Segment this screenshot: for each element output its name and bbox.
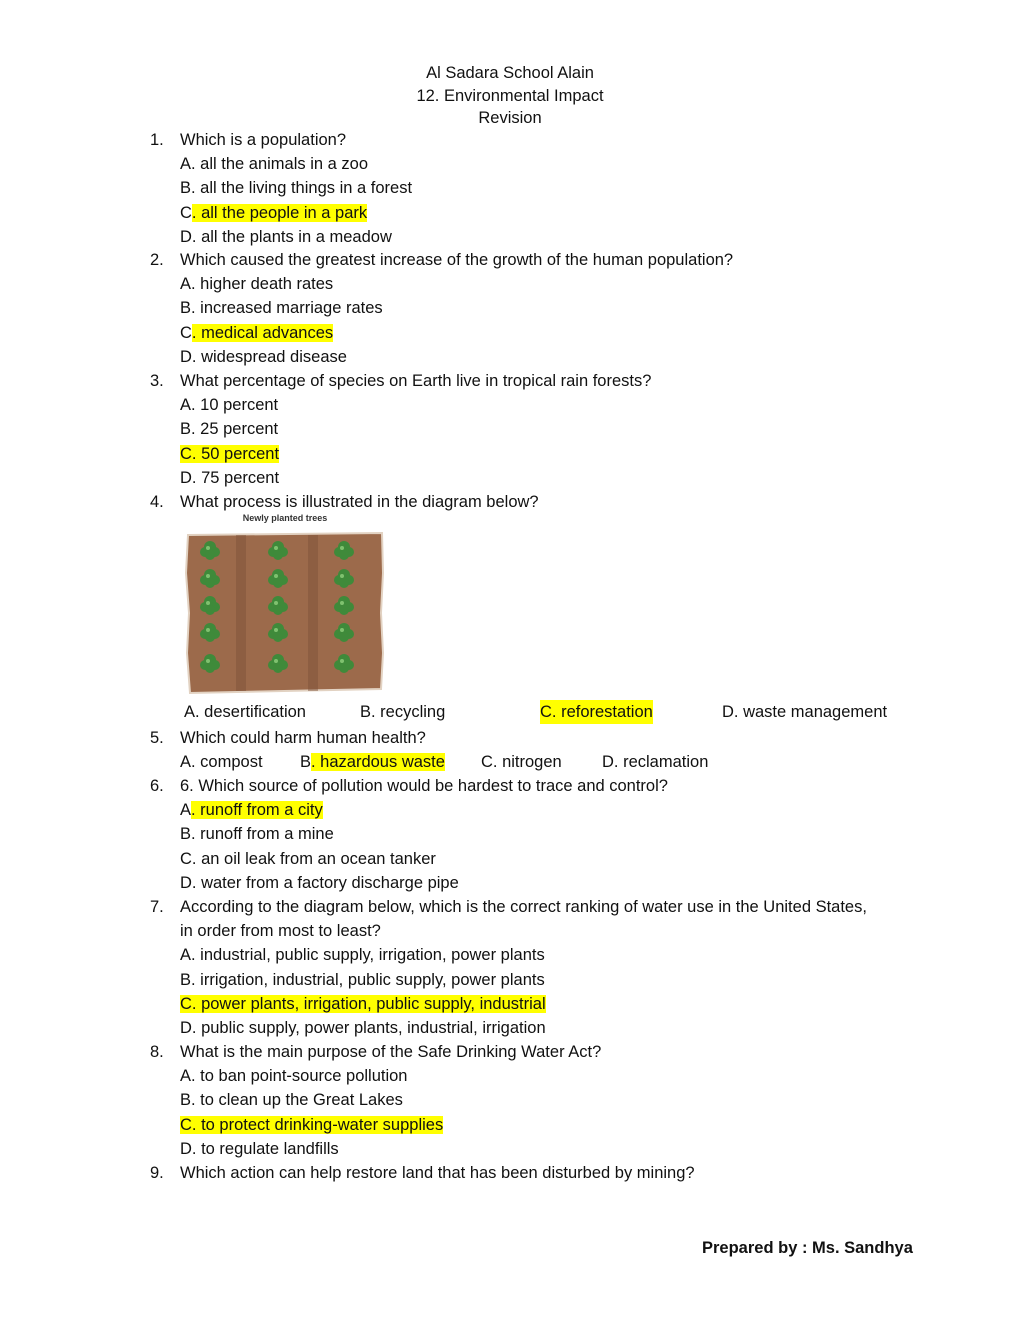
question-number: 9. <box>150 1164 164 1182</box>
question-text: 6. Which source of pollution would be hardest to trace and control? <box>180 777 668 795</box>
option-a <box>180 798 910 822</box>
option-b: B. irrigation, industrial, public supply, power plants <box>180 970 545 989</box>
question-6 <box>150 774 910 895</box>
question-number: 1. <box>150 131 164 149</box>
option-a: A. all the animals in a zoo <box>180 155 369 174</box>
question-text: Which could harm human health? <box>180 729 426 747</box>
answer-highlight: C. power plants, irrigation, public supply, industrial <box>180 994 546 1013</box>
question-text: What process is illustrated in the diagram below? <box>180 493 539 511</box>
option-b: B. to clean up the Great Lakes <box>180 1091 403 1110</box>
question-text: What is the main purpose of the Safe Drinking Water Act? <box>180 1043 602 1061</box>
option-c <box>180 321 910 345</box>
answer-highlight: . all the people in a park <box>191 203 368 222</box>
reforestation-diagram <box>184 513 386 695</box>
option-c: C. an oil leak from an ocean tanker <box>180 849 436 868</box>
question-number: 5. <box>150 729 164 747</box>
question-text: Which action can help restore land that has been disturbed by mining? <box>180 1164 695 1182</box>
option-d: D. widespread disease <box>180 347 347 366</box>
question-number: 2. <box>150 251 164 269</box>
answer-highlight: . runoff from a city <box>191 801 323 820</box>
option-a: A. desertification <box>184 703 306 721</box>
option-b <box>300 750 445 774</box>
option-c-answer-highlight: C. reforestation <box>540 700 653 724</box>
question-4 <box>150 490 910 514</box>
unit-title: 12. Environmental Impact <box>416 86 604 105</box>
question-number: 8. <box>150 1043 164 1061</box>
option-c <box>180 992 910 1016</box>
option-d: D. 75 percent <box>180 468 280 487</box>
option-a: A. industrial, public supply, irrigation, power plants <box>180 946 545 965</box>
option-d: D. reclamation <box>602 753 709 772</box>
option-letter: A <box>180 801 192 820</box>
option-a: A. compost <box>180 753 263 772</box>
option-d: D. public supply, power plants, industrial, irrigation <box>180 1019 546 1038</box>
option-d: D. water from a factory discharge pipe <box>180 873 459 892</box>
option-b: B. runoff from a mine <box>180 825 334 844</box>
question-text: According to the diagram below, which is the correct ranking of water use in the United States, <box>180 898 867 916</box>
question-text: What percentage of species on Earth live in tropical rain forests? <box>180 372 652 390</box>
option-letter: C <box>180 203 192 222</box>
question-text: Which caused the greatest increase of the growth of the human population? <box>180 251 734 269</box>
question-1 <box>150 128 910 249</box>
question-7 <box>150 895 910 1040</box>
answer-highlight: . medical advances <box>191 323 334 342</box>
question-5 <box>150 726 910 774</box>
question-4-options <box>150 700 910 724</box>
option-b: B. 25 percent <box>180 420 279 439</box>
question-number: 6. <box>150 777 164 795</box>
figure-caption: Newly planted trees <box>242 513 328 523</box>
planted-trees-illustration <box>184 513 386 695</box>
option-d: D. to regulate landfills <box>180 1139 339 1158</box>
option-a: A. 10 percent <box>180 396 279 415</box>
question-number: 3. <box>150 372 164 390</box>
question-number: 7. <box>150 898 164 916</box>
answer-highlight: C. to protect drinking-water supplies <box>180 1115 444 1134</box>
worksheet-header <box>0 62 1020 130</box>
question-number: 4. <box>150 493 164 511</box>
option-letter: C <box>180 323 192 342</box>
option-letter: B <box>300 753 312 772</box>
option-b: B. recycling <box>360 703 446 721</box>
option-d: D. all the plants in a meadow <box>180 227 392 246</box>
answer-highlight: C. 50 percent <box>180 444 280 463</box>
question-8 <box>150 1040 910 1161</box>
option-c <box>180 442 910 466</box>
option-d: D. waste management <box>722 703 888 721</box>
option-a: A. to ban point-source pollution <box>180 1067 408 1086</box>
question-text: Which is a population? <box>180 131 347 149</box>
option-b: B. increased marriage rates <box>180 299 383 318</box>
question-9 <box>150 1161 910 1185</box>
question-text-continued: in order from most to least? <box>180 922 381 941</box>
answer-highlight: . hazardous waste <box>311 753 445 772</box>
option-c: C. nitrogen <box>481 753 562 772</box>
prepared-by: Prepared by : Ms. Sandhya <box>702 1239 913 1257</box>
question-3 <box>150 369 910 490</box>
option-b: B. all the living things in a forest <box>180 179 413 198</box>
option-c <box>180 1113 910 1137</box>
question-2 <box>150 248 910 369</box>
option-c <box>180 201 910 225</box>
school-name: Al Sadara School Alain <box>426 64 594 82</box>
option-a: A. higher death rates <box>180 275 334 294</box>
revision-label: Revision <box>478 109 542 127</box>
